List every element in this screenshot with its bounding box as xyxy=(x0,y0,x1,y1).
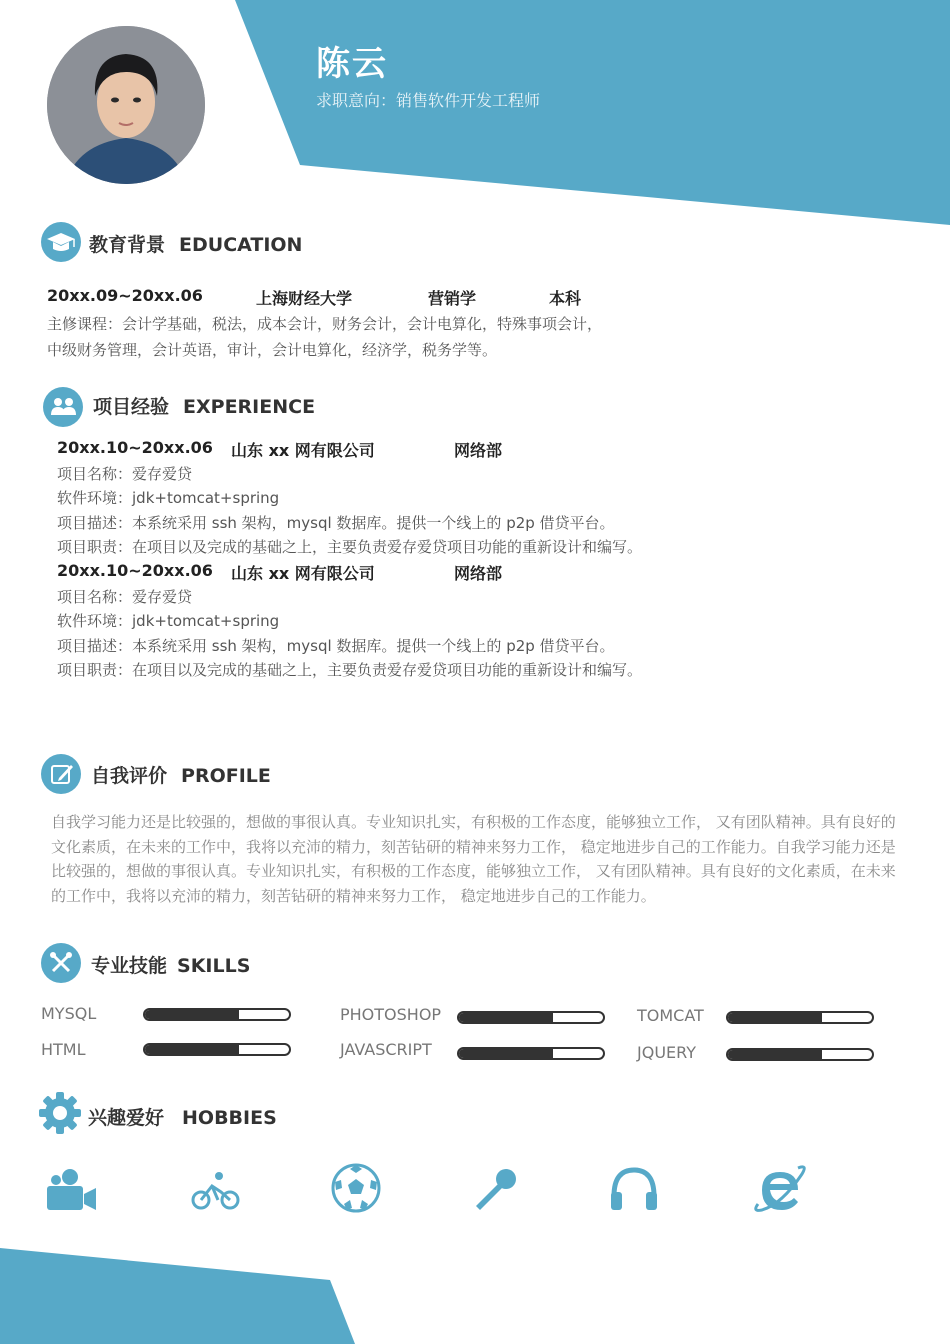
soccer-ball-icon xyxy=(328,1160,384,1216)
internet-explorer-icon xyxy=(752,1160,808,1216)
skill-bar xyxy=(457,1011,605,1024)
exp2-desc: 项目描述：本系统采用 ssh 架构，mysql 数据库。提供一个线上的 p2p 借贷平台。 xyxy=(57,637,615,655)
exp1-dept: 网络部 xyxy=(454,441,503,460)
edit-icon xyxy=(41,754,81,794)
education-courses-line1: 主修课程：会计学基础，税法，成本会计，财务会计，会计电算化，特殊事项会计， xyxy=(47,315,603,333)
education-degree: 本科 xyxy=(549,289,582,308)
skill-label: MYSQL xyxy=(41,1004,97,1023)
exp1-env: 软件环境：jdk+tomcat+spring xyxy=(57,489,280,507)
graduation-cap-icon xyxy=(41,222,81,262)
education-major: 营销学 xyxy=(428,289,477,308)
education-school: 上海财经大学 xyxy=(256,289,353,308)
tools-icon xyxy=(41,943,81,983)
skill-label: JQUERY xyxy=(637,1043,696,1062)
skill-bar xyxy=(457,1047,605,1060)
exp2-period: 20xx.10~20xx.06 xyxy=(57,561,213,580)
education-courses-line2: 中级财务管理，会计英语，审计，会计电算化，经济学，税务学等。 xyxy=(47,341,498,359)
education-period: 20xx.09~20xx.06 xyxy=(47,286,203,305)
skill-label: JAVASCRIPT xyxy=(340,1040,432,1059)
exp1-duty: 项目职责：在项目以及完成的基础之上，主要负责爱存爱贷项目功能的重新设计和编写。 xyxy=(57,538,643,556)
experience-title: 项目经验 EXPERIENCE xyxy=(93,396,316,418)
exp2-name: 项目名称：爱存爱贷 xyxy=(57,588,193,606)
exp2-env: 软件环境：jdk+tomcat+spring xyxy=(57,612,280,630)
hobbies-title: 兴趣爱好 HOBBIES xyxy=(88,1107,277,1129)
exp2-duty: 项目职责：在项目以及完成的基础之上，主要负责爱存爱贷项目功能的重新设计和编写。 xyxy=(57,661,643,679)
skills-title: 专业技能 SKILLS xyxy=(91,955,251,977)
exp2-dept: 网络部 xyxy=(454,564,503,583)
skill-bar xyxy=(143,1043,291,1056)
footer-band xyxy=(0,1240,360,1344)
exp2-company: 山东 xx 网有限公司 xyxy=(231,564,375,583)
skill-label: TOMCAT xyxy=(637,1006,704,1025)
video-camera-icon xyxy=(44,1164,100,1220)
headphones-icon xyxy=(606,1162,662,1218)
exp1-period: 20xx.10~20xx.06 xyxy=(57,438,213,457)
exp1-company: 山东 xx 网有限公司 xyxy=(231,441,375,460)
cycling-icon xyxy=(188,1164,244,1220)
gear-icon xyxy=(37,1090,83,1136)
skill-bar xyxy=(726,1011,874,1024)
team-icon xyxy=(43,387,83,427)
profile-title: 自我评价 PROFILE xyxy=(91,765,271,787)
skill-label: PHOTOSHOP xyxy=(340,1005,442,1024)
skill-bar xyxy=(143,1008,291,1021)
microphone-icon xyxy=(468,1162,524,1218)
exp1-desc: 项目描述：本系统采用 ssh 架构，mysql 数据库。提供一个线上的 p2p 借贷平台。 xyxy=(57,514,615,532)
education-title: 教育背景 EDUCATION xyxy=(89,234,303,256)
job-intent: 求职意向：销售软件开发工程师 xyxy=(316,91,541,110)
profile-text: 自我学习能力还是比较强的，想做的事很认真。专业知识扎实，有积极的工作态度，能够独立工作， 又有团队精神。具有良好的文化素质，在未来的工作中，我将以充沛的精力，刻苦钻研的精神来努力工作， 稳定地进步自己的工作能力。自我学习能力还是比较强的，想做的事很认真。专业知识扎实，有积极的工作态度，能够独立工作， 又有团队精神。具有良好的文化素质，在未来的工作中，我将以充沛的精力，刻苦钻研的精神来努力工作， 稳定地进步自己的工作能力。 xyxy=(51,813,896,905)
skill-bar xyxy=(726,1048,874,1061)
candidate-name: 陈云 xyxy=(316,44,388,84)
skill-label: HTML xyxy=(41,1040,86,1059)
exp1-name: 项目名称：爱存爱贷 xyxy=(57,465,193,483)
avatar xyxy=(47,26,205,184)
